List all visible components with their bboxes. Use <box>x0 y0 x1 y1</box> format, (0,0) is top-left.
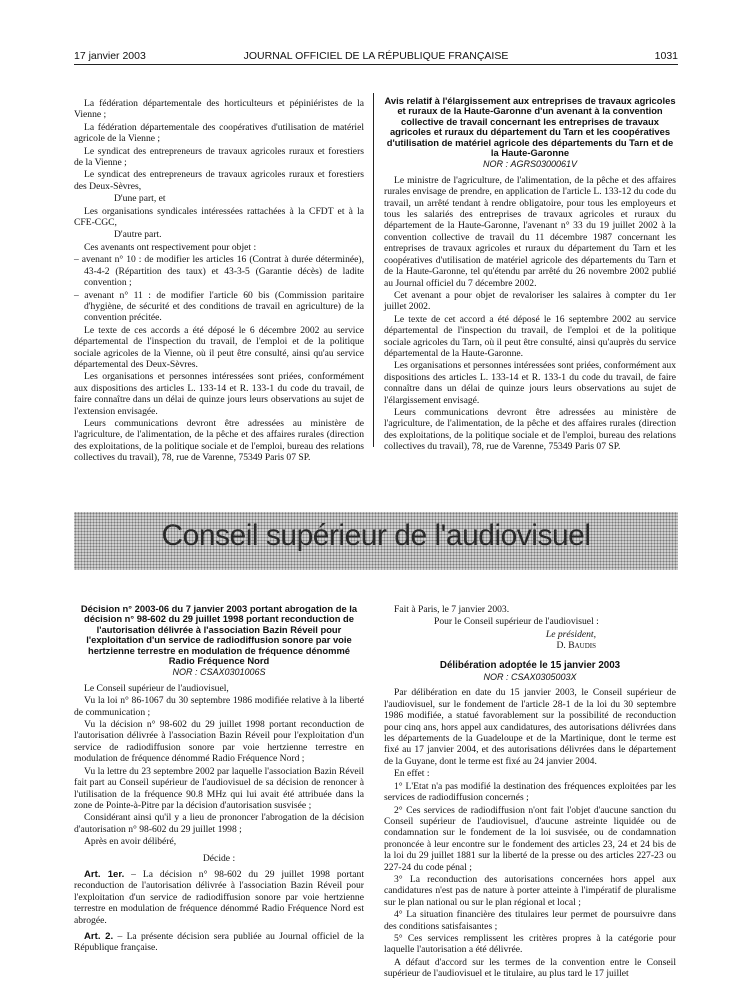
signature-role: Le président, <box>545 628 596 640</box>
paragraph: Le texte de ces accords a été déposé le 6 décembre 2002 au service départemental de l'inspection du travail, de l'emploi et de la politique sociale agricoles de la Vienne, où il peut être consulté, ainsi qu'au service départemental des Deux-Sèvres. <box>74 324 364 370</box>
header-page-number: 1031 <box>654 50 678 62</box>
left-bottom-column <box>74 604 364 955</box>
paragraph: Leurs communications devront être adressées au ministère de l'agriculture, de l'alimentation, de la pêche et des affaires rurales (direction des exploitations, de la politique sociale et de l'emploi, bureau des relations collectives du travail), 78, rue de Varenne, 75349 Paris 07 SP. <box>384 406 676 453</box>
paragraph: Après en avoir délibéré, <box>84 836 177 848</box>
notice-title: Avis relatif à l'élargissement aux entreprises de travaux agricoles et ruraux de la Haute-Garonne d'un avenant à la convention collective de travail concernant les entreprises de travaux agricoles et ruraux du département du Tarn et les coopératives d'utilisation de matériel agricole des départements du Tarn et de la Haute-Garonne <box>384 95 676 159</box>
paragraph: La fédération départementale des horticulteurs et pépiniéristes de la Vienne ; <box>74 98 364 121</box>
paragraph: 5° Ces services remplissent les critères propres à la catégorie pour laquelle l'autorisation a été délivrée. <box>384 932 676 956</box>
section-banner <box>74 512 678 570</box>
list-item: – avenant n° 11 : de modifier l'article 60 bis (Commission paritaire d'hygiène, de sécurité et des conditions de travail en agriculture) de la convention précitée. <box>74 289 364 324</box>
header-date: 17 janvier 2003 <box>74 50 146 62</box>
nor-reference: NOR : CSAX0301006S <box>172 667 266 678</box>
paragraph: Vu la loi n° 86-1067 du 30 septembre 1986 modifiée relative à la liberté de communication ; <box>74 695 364 718</box>
paragraph: Le ministre de l'agriculture, de l'alimentation, de la pêche et des affaires rurales envisage de prendre, en application de l'article L. 133-12 du code du travail, un arrêté tendant à rendre obligatoire, pour tous les employeurs et tous les salariés des entreprises de travaux agricoles et ruraux du département de la Haute-Garonne, l'avenant n° 33 du 19 juillet 2002 à la convention collective de travail du 11 décembre 1987 concernant les entreprises de travaux agricoles et ruraux du département du Tarn et les coopératives d'utilisation de matériel agricole des départements du Tarn et de la Haute-Garonne, tel qu'étendu par arrêté du 26 novembre 2002 publié au Journal officiel du 7 décembre 2002. <box>384 174 676 289</box>
left-top-column <box>74 98 364 465</box>
paragraph: D'une part, et <box>114 193 166 205</box>
paragraph: Le syndicat des entrepreneurs de travaux agricoles ruraux et forestiers des Deux-Sèvres, <box>74 169 364 192</box>
nor-reference: NOR : CSAX0305003X <box>483 672 577 683</box>
nor-reference: NOR : AGRS0300061V <box>482 159 578 170</box>
list-item: – avenant n° 10 : de modifier les articles 16 (Contrat à durée déterminée), 43-4-2 (Répartition des taux) et 43-3-5 (Garantie décès) de ladite convention ; <box>74 254 364 289</box>
decision-title: Décision n° 2003-06 du 7 janvier 2003 portant abrogation de la décision n° 98-602 du 29 juillet 1998 portant reconduction de l'autorisation délivrée à l'association Bazin Réveil pour l'exploitation d'un service de radiodiffusion sonore par voie hertzienne terrestre en modulation de fréquence dénommé Radio Fréquence Nord <box>80 603 358 667</box>
paragraph: Vu la décision n° 98-602 du 29 juillet 1998 portant reconduction de l'autorisation délivrée à l'association Bazin Réveil pour l'exploitation d'un service de radiodiffusion sonore par voie hertzienne terrestre en modulation de fréquence dénommé Radio Fréquence Nord ; <box>74 719 364 765</box>
header-rule <box>74 64 678 65</box>
paragraph: Les organisations et personnes intéressées sont priées, conformément aux dispositions des articles L. 133-14 et R. 133-1 du code du travail, de faire connaître dans un délai de quinze jours leurs observations au sujet de l'élargissement envisagé. <box>384 360 676 406</box>
right-bottom-column <box>384 604 676 981</box>
paragraph: Vu la lettre du 23 septembre 2002 par laquelle l'association Bazin Réveil fait part au Conseil supérieur de l'audiovisuel de sa décision de renoncer à l'utilisation de la fréquence 90.8 MHz qui lui avait été attribuée dans la zone de Pointe-à-Pitre par la décision d'autorisation susvisée ; <box>74 765 364 811</box>
signature-for-line: Pour le Conseil supérieur de l'audiovisuel : <box>434 616 599 628</box>
paragraph: En effet : <box>394 768 430 780</box>
paragraph: Le texte de cet accord a été déposé le 16 septembre 2002 au service départemental de l'inspection du travail, de l'emploi et de la politique sociale agricoles du Tarn, où il peut être consulté, ainsi qu'auprès du service départemental de la Haute-Garonne. <box>384 313 676 359</box>
paragraph: Par délibération en date du 15 janvier 2003, le Conseil supérieur de l'audiovisuel, sur le fondement de l'article 28-1 de la loi du 30 septembre 1986 modifiée, a statué favorablement sur la possibilité de reconduction pour cinq ans, hors appel aux candidatures, des autorisations délivrées dans les départements de la Guadeloupe et de la Martinique, dont le terme est fixé au 17 janvier 2004, et des autorisations délivrées dans le département de la Guyane, dont le terme est fixé au 24 janvier 2004. <box>384 687 676 767</box>
column-divider <box>373 93 374 447</box>
signature-name: D. Baudis <box>556 640 596 652</box>
deliberation-title: Délibération adoptée le 15 janvier 2003 <box>439 659 621 671</box>
place-date: Fait à Paris, le 7 janvier 2003. <box>394 604 510 615</box>
article-2: Art. 2. – La présente décision sera publiée au Journal officiel de la République française. <box>74 930 364 954</box>
right-top-column <box>384 96 676 454</box>
paragraph: D'autre part. <box>114 229 162 241</box>
paragraph: 2° Ces services de radiodiffusion n'ont fait l'objet d'aucune sanction du Conseil supérieur de l'audiovisuel, d'aucune astreinte liquidée ou de condamnation sur le fondement de la loi susvisée, ou de condamnation prononcée à leur encontre sur le fondement des articles 23, 24 et 24 bis de la loi du 29 juillet 1881 sur la liberté de la presse ou des articles 227-23 ou 227-24 du code pénal ; <box>384 804 676 873</box>
paragraph: A défaut d'accord sur les termes de la convention entre le Conseil supérieur de l'audiovisuel et le titulaire, au plus tard le 17 juillet <box>384 956 676 980</box>
paragraph: Leurs communications devront être adressées au ministère de l'agriculture, de l'alimentation, de la pêche et des affaires rurales (direction des exploitations, de la politique sociale et de l'emploi, bureau des relations collectives du travail), 78, rue de Varenne, 75349 Paris 07 SP. <box>74 417 364 464</box>
signature-block <box>384 604 676 652</box>
paragraph: La fédération départementale des coopératives d'utilisation de matériel agricole de la Vienne ; <box>74 121 364 145</box>
paragraph: Le Conseil supérieur de l'audiovisuel, <box>84 682 229 694</box>
decide-heading: Décide : <box>202 852 236 864</box>
paragraph: Le syndicat des entrepreneurs de travaux agricoles ruraux et forestiers de la Vienne ; <box>74 145 364 169</box>
paragraph: Considérant ainsi qu'il y a lieu de prononcer l'abrogation de la décision d'autorisation n° 98-602 du 29 juillet 1998 ; <box>74 812 364 835</box>
article-1: Art. 1er. – La décision n° 98-602 du 29 juillet 1998 portant reconduction de l'autorisation délivrée à l'association Bazin Réveil pour l'exploitation d'un service de radiodiffusion sonore par voie hertzienne terrestre en modulation de fréquence dénommé Radio Fréquence Nord est abrogée. <box>74 868 364 926</box>
paragraph: 1° L'Etat n'a pas modifié la destination des fréquences exploitées par les services de radiodiffusion concernés ; <box>384 780 676 804</box>
paragraph: Les organisations et personnes intéressées sont priées, conformément aux dispositions des articles L. 133-14 et R. 133-1 du code du travail, de faire connaître dans un délai de quinze jours leurs observations au sujet de l'extension envisagée. <box>74 371 364 417</box>
paragraph: Cet avenant a pour objet de revaloriser les salaires à compter du 1er juillet 2002. <box>384 289 676 313</box>
paragraph: 4° La situation financière des titulaires leur permet de poursuivre dans des conditions satisfaisantes ; <box>384 909 676 932</box>
paragraph: Les organisations syndicales intéressées rattachées à la CFDT et à la CFE-CGC, <box>74 205 364 229</box>
header-journal-title: JOURNAL OFFICIEL DE LA RÉPUBLIQUE FRANÇAISE <box>243 50 509 62</box>
section-banner-title: Conseil supérieur de l'audiovisuel <box>161 519 591 552</box>
paragraph: 3° La reconduction des autorisations concernées hors appel aux candidatures n'est pas de nature à porter atteinte à l'impératif de pluralisme sur le plan national ou sur le plan régional et local ; <box>384 873 676 908</box>
paragraph: Ces avenants ont respectivement pour objet : <box>84 241 257 253</box>
